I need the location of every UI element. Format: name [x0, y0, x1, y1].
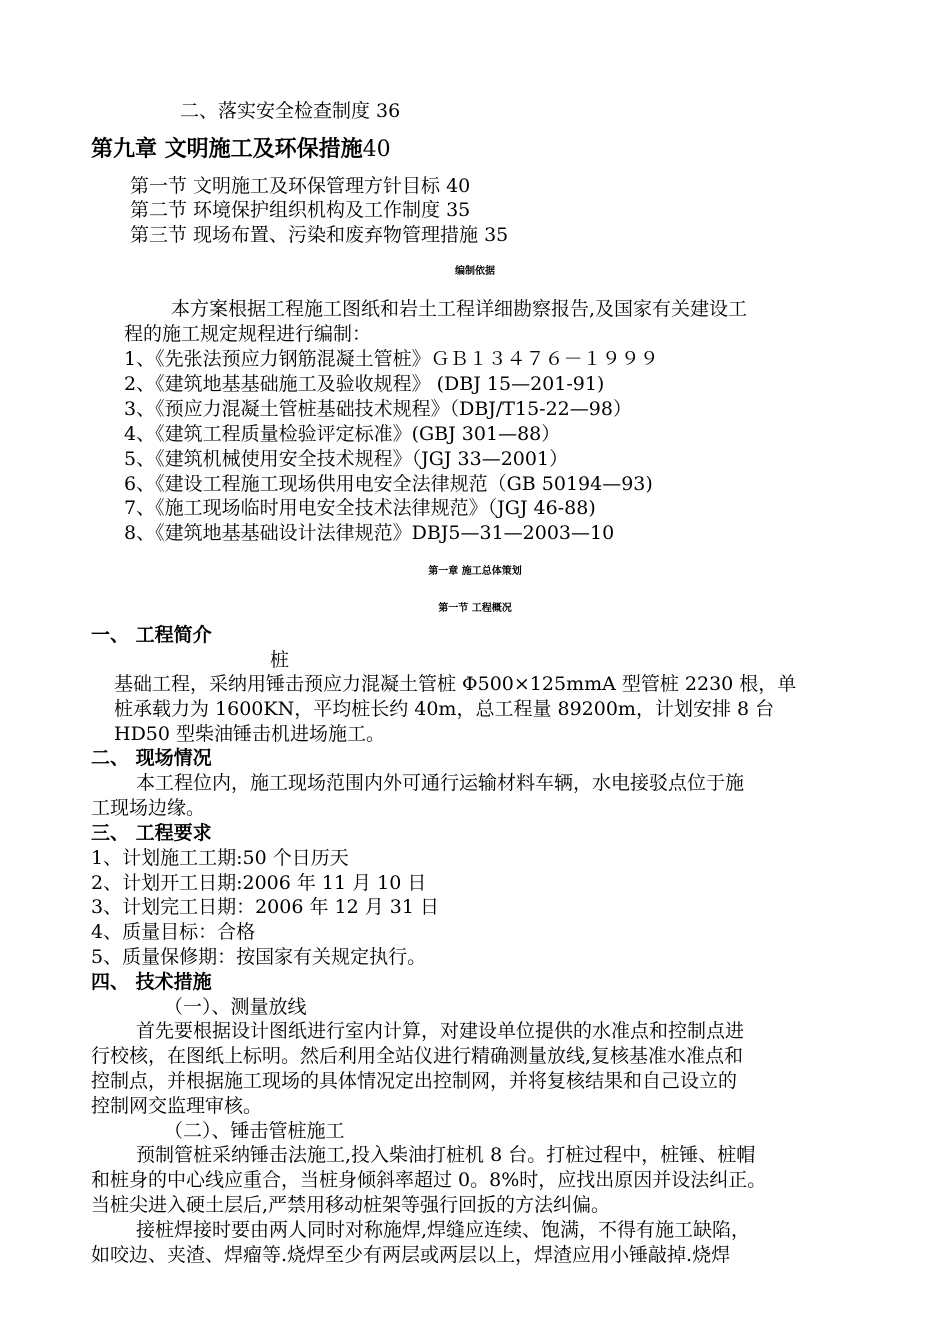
requirement-item: 2、计划开工日期:2006 年 11 月 10 日: [91, 872, 427, 894]
basis-list-item: 2、《建筑地基基础施工及验收规程》 (DBJ 15—201-91): [124, 373, 605, 395]
requirement-item: 3、计划完工日期：2006 年 12 月 31 日: [91, 896, 439, 918]
survey-paragraph-line: 控制点，并根据施工现场的具体情况定出控制网，并将复核结果和自己设立的: [91, 1070, 738, 1092]
heading-site-conditions: 二、 现场情况: [91, 747, 212, 769]
requirement-item: 1、计划施工工期:50 个日历天: [91, 847, 349, 869]
requirement-item: 5、质量保修期：按国家有关规定执行。: [91, 946, 427, 968]
section-1-title: 第一节 工程概况: [438, 603, 512, 614]
intro-paragraph-line: 基础工程，采纳用锤击预应力混凝土管桩 Φ500×125mmA 型管桩 2230 根，单: [114, 673, 797, 695]
basis-list-item: 1、《先张法预应力钢筋混凝土管桩》ＧＢ１３４７６－１９９９: [124, 348, 659, 370]
basis-list-item: 8、《建筑地基基础设计法律规范》DBJ5—31—2003—10: [124, 522, 615, 544]
basis-list-item: 7、《施工现场临时用电安全技术法律规范》（JGJ 46-88): [124, 497, 596, 519]
basis-list-item: 3、《预应力混凝土管桩基础技术规程》（DBJ/T15-22—98）: [124, 398, 632, 420]
intro-paragraph-line: HD50 型柴油锤击机进场施工。: [114, 723, 386, 745]
toc-chapter-9: [91, 135, 391, 164]
heading-project-intro: 一、 工程简介: [91, 624, 212, 646]
survey-paragraph-line: 控制网交监理审核。: [91, 1095, 263, 1117]
site-paragraph-line: 工现场边缘。: [91, 797, 206, 819]
weld-paragraph-line: 接桩焊接时要由两人同时对称施焊,焊缝应连续、饱满，不得有施工缺陷，: [136, 1219, 751, 1241]
weld-paragraph-line: 如咬边、夹渣、焊瘤等.烧焊至少有两层或两层以上，焊渣应用小锤敲掉.烧焊: [91, 1244, 731, 1266]
toc-item-safety-inspection: 二、落实安全检查制度 36: [180, 100, 401, 122]
subheading-pile-driving: （二）、锤击管桩施工: [164, 1120, 345, 1142]
basis-intro-line-2: 程的施工规定规程进行编制：: [124, 323, 372, 345]
toc-section: 第二节 环境保护组织机构及工作制度 35: [130, 199, 471, 221]
basis-heading: 编制依据: [455, 266, 495, 277]
chapter-1-title: 第一章 施工总体策划: [428, 566, 522, 577]
site-paragraph-line: 本工程位内，施工现场范围内外可通行运输材料车辆，水电接驳点位于施: [136, 772, 745, 794]
pile-paragraph-line: 和桩身的中心线应重合，当桩身倾斜率超过 0。8%时，应找出原因并设法纠正。: [91, 1169, 767, 1191]
survey-paragraph-line: 行校核，在图纸上标明。然后利用全站仪进行精确测量放线,复核基准水准点和: [91, 1045, 744, 1067]
intro-paragraph-line: 桩承载力为 1600KN，平均桩长约 40m，总工程量 89200m，计划安排 8 台: [114, 698, 775, 720]
toc-section: 第一节 文明施工及环保管理方针目标 40: [130, 175, 471, 197]
toc-chapter-9-title: 第九章 文明施工及环保措施: [91, 136, 363, 162]
toc-section: 第三节 现场布置、污染和废弃物管理措施 35: [130, 224, 509, 246]
heading-technical-measures: 四、 技术措施: [91, 971, 212, 993]
pile-paragraph-line: 当桩尖进入硬土层后,严禁用移动桩架等强行回扳的方法纠偏。: [91, 1194, 611, 1216]
pile-paragraph-line: 预制管桩采纳锤击法施工,投入柴油打桩机 8 台。打桩过程中，桩锤、桩帽: [136, 1144, 756, 1166]
subheading-surveying: （一）、测量放线: [164, 996, 307, 1018]
heading-project-requirements: 三、 工程要求: [91, 822, 212, 844]
basis-list-item: 4、《建筑工程质量检验评定标准》(GBJ 301—88）: [124, 423, 561, 445]
toc-chapter-9-page: 40: [362, 137, 391, 162]
survey-paragraph-line: 首先要根据设计图纸进行室内计算，对建设单位提供的水准点和控制点进: [136, 1020, 745, 1042]
basis-list-item: 6、《建设工程施工现场供用电安全法律规范（GB 50194—93): [124, 473, 653, 495]
basis-list-item: 5、《建筑机械使用安全技术规程》（JGJ 33—2001）: [124, 448, 569, 470]
requirement-item: 4、质量目标：合格: [91, 921, 256, 943]
basis-intro-line-1: 本方案根据工程施工图纸和岩土工程详细勘察报告,及国家有关建设工: [171, 298, 748, 320]
intro-fragment: 桩: [270, 649, 290, 671]
